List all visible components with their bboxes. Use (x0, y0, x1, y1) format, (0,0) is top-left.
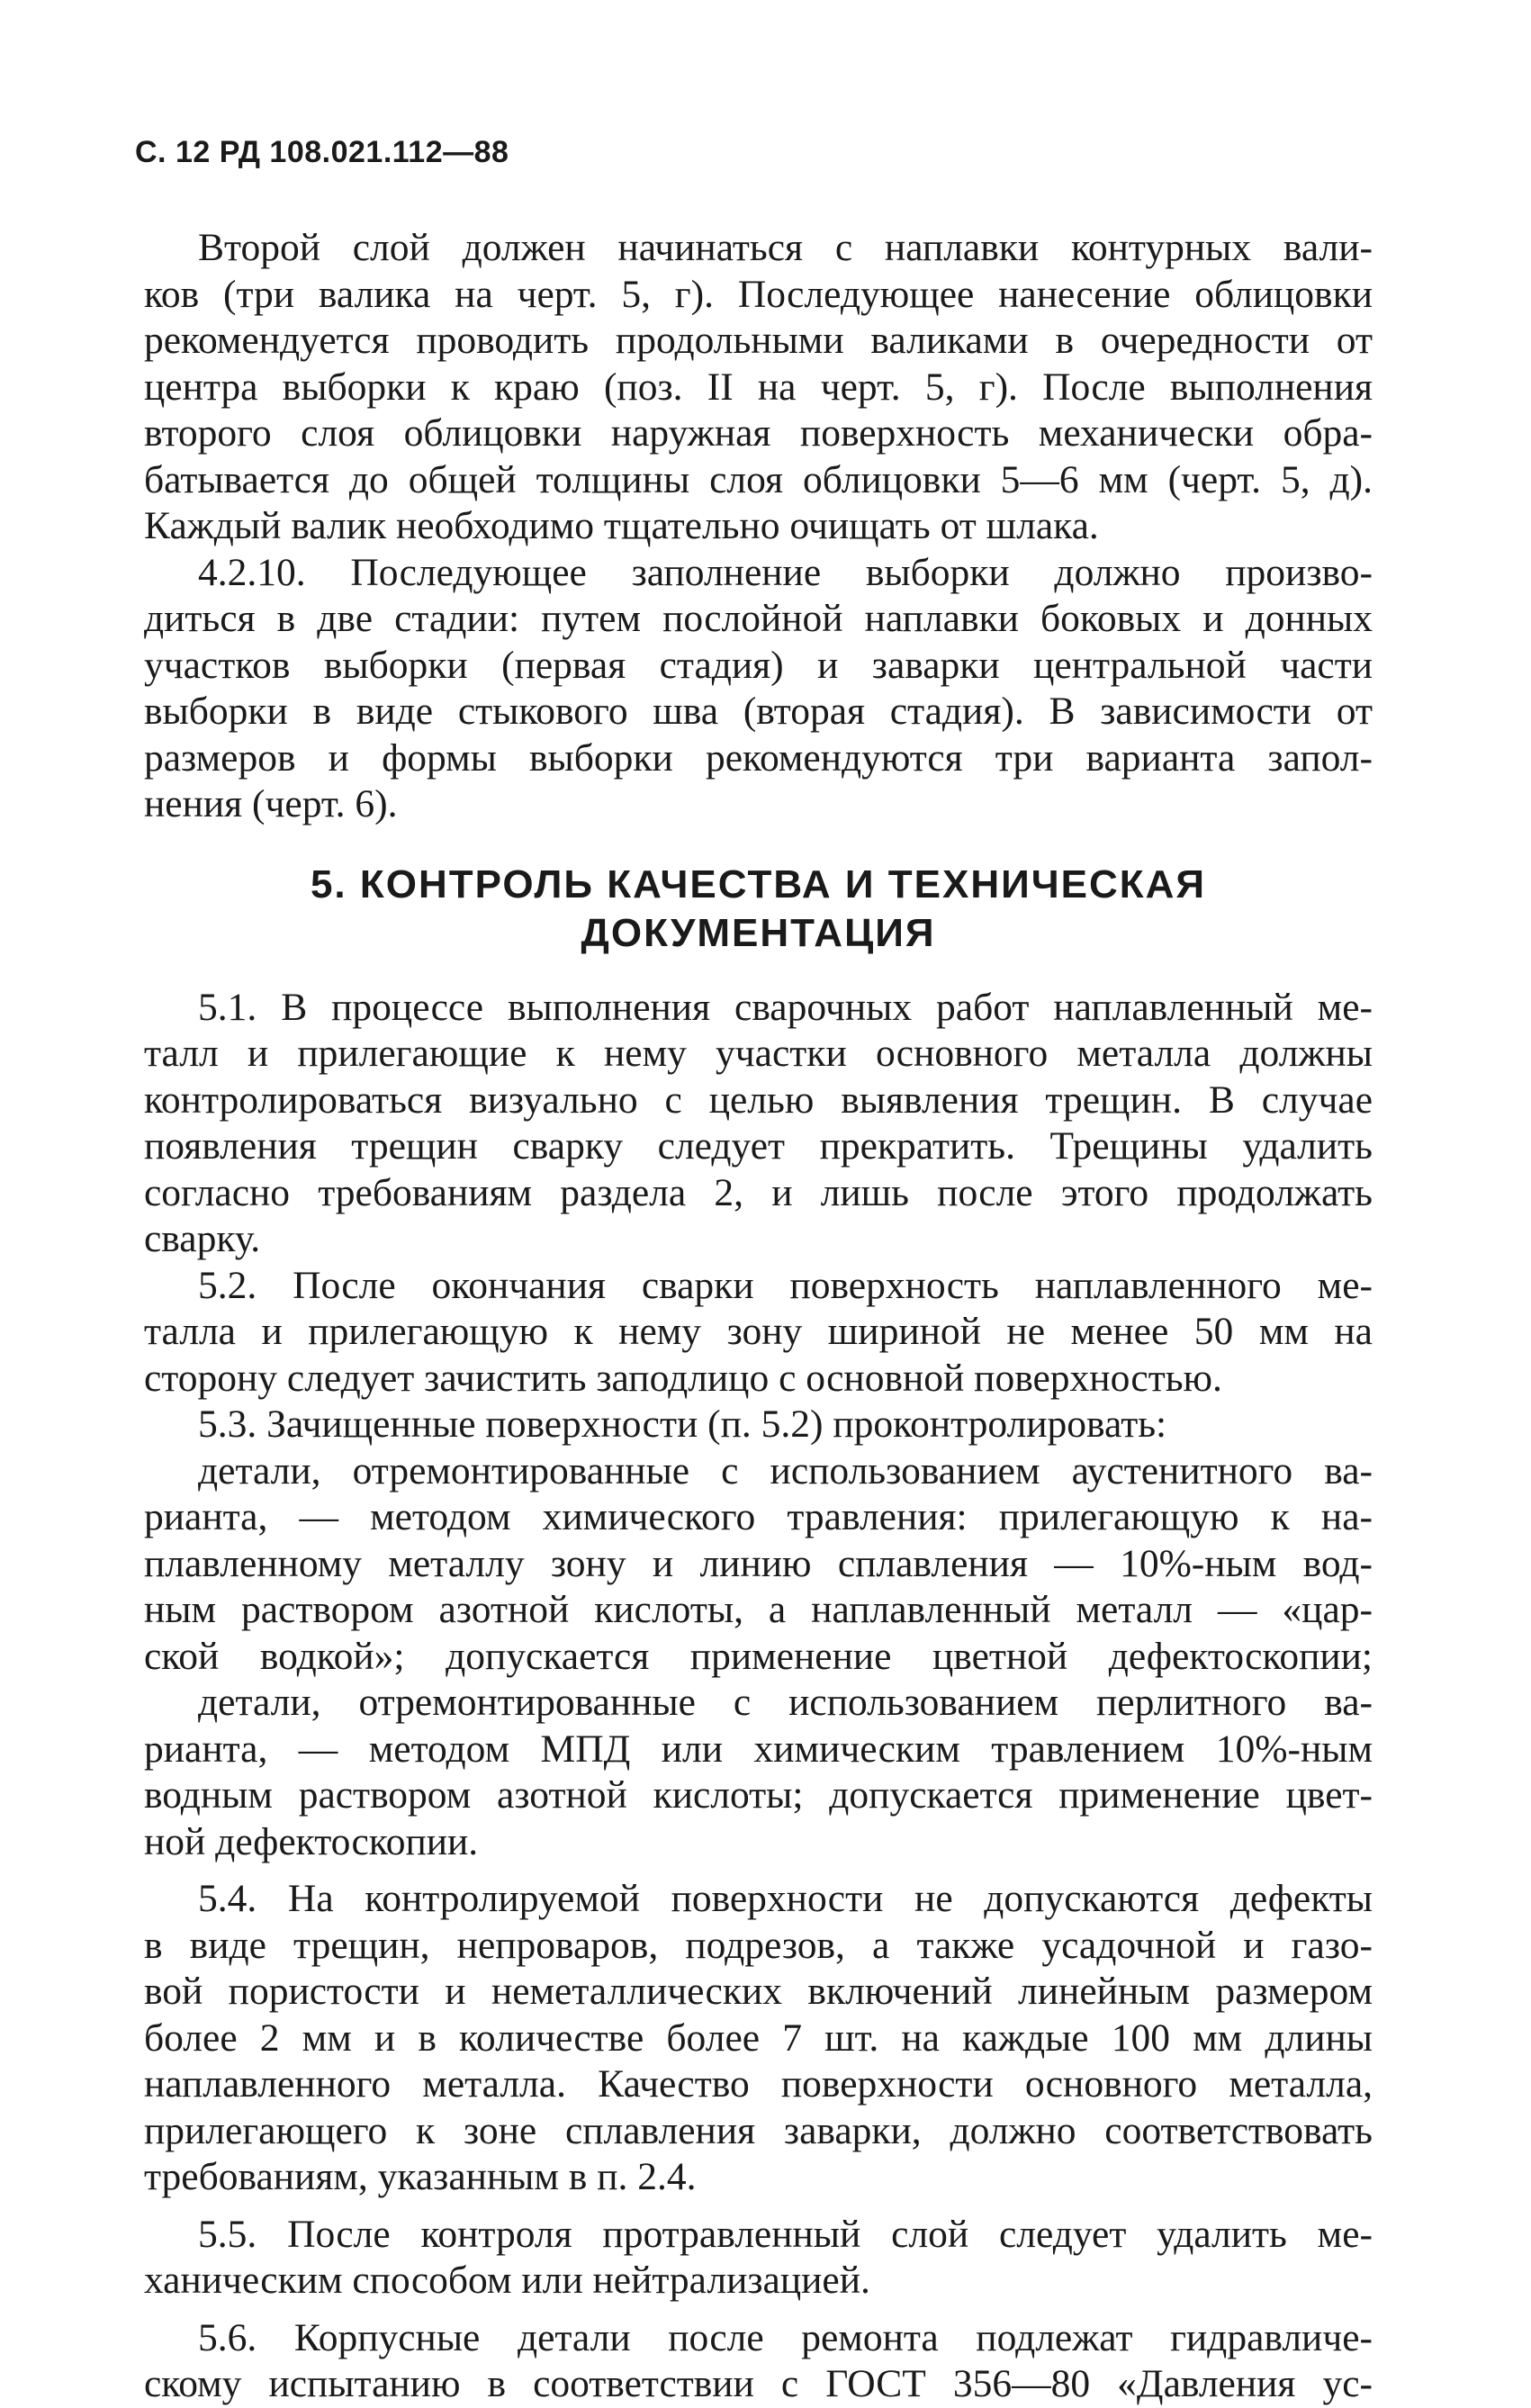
section-heading-line: 5. КОНТРОЛЬ КАЧЕСТВА И ТЕХНИЧЕСКАЯ (310, 861, 1207, 906)
body-text (144, 225, 1373, 2408)
section-heading (144, 861, 1373, 958)
paragraph-gap (144, 1865, 1373, 1876)
text-line: согласно требованиям раздела 2, и лишь после этого продолжать (144, 1170, 1373, 1214)
text-line: участков выборки (первая стадия) и заварки центральной части (144, 643, 1373, 687)
text-line: 5.2. После окончания сварки поверхность наплавленного ме- (198, 1263, 1373, 1307)
text-line: диться в две стадии: путем послойной наплавки боковых и донных (144, 597, 1373, 640)
text-line: плавленному металлу зону и линию сплавления — 10%-ным вод- (144, 1541, 1373, 1585)
text-line: ской водкой»; допускается применение цветной дефектоскопии; (144, 1634, 1373, 1678)
text-line: появления трещин сварку следует прекратить. Трещины удалить (144, 1124, 1373, 1168)
text-line: ханическим способом или нейтрализацией. (144, 2259, 870, 2302)
text-line: второго слоя облицовки наружная поверхность механически обра- (144, 411, 1373, 455)
text-line: водным раствором азотной кислоты; допускается применение цвет- (144, 1773, 1373, 1817)
text-line: более 2 мм и в количестве более 7 шт. на каждые 100 мм длины (144, 2016, 1373, 2060)
text-line: 5.5. После контроля протравленный слой следует удалить ме- (198, 2212, 1373, 2256)
text-line: центра выборки к краю (поз. II на черт. 5, г). После выполнения (144, 365, 1373, 409)
page-header: С. 12 РД 108.021.112—88 (135, 135, 509, 169)
paragraph-5-5 (144, 2212, 1373, 2304)
paragraph-5-3-pearlitic (144, 1680, 1373, 1865)
text-line: детали, отремонтированные с использованием аустенитного ва- (198, 1448, 1373, 1493)
text-line: размеров и формы выборки рекомендуются три варианта запол- (144, 735, 1373, 780)
paragraph-5-1 (144, 985, 1373, 1263)
paragraph-5-2 (144, 1263, 1373, 1402)
text-line: в виде трещин, непроваров, подрезов, а также усадочной и газо- (144, 1923, 1373, 1967)
text-line: Второй слой должен начинаться с наплавки контурных вали- (198, 226, 1373, 269)
text-line: рекомендуется проводить продольными валиками в очередности от (144, 319, 1373, 362)
text-line: контролироваться визуально с целью выявления трещин. В случае (144, 1078, 1373, 1122)
text-line: 4.2.10. Последующее заполнение выборки должно произво- (198, 550, 1373, 594)
text-line: прилегающего к зоне сплавления заварки, должно соответствовать (144, 2108, 1373, 2152)
paragraph-5-3 (144, 1402, 1373, 1448)
text-line: ным раствором азотной кислоты, а наплавленный металл — «цар- (144, 1588, 1373, 1631)
text-line: вой пористости и неметаллических включений линейным размером (144, 1970, 1373, 2013)
text-line: рианта, — методом МПД или химическим травлением 10%-ным (144, 1727, 1373, 1771)
text-line: сварку. (144, 1217, 261, 1260)
text-line: детали, отремонтированные с использованием перлитного ва- (198, 1681, 1373, 1724)
text-line: требованиям, указанным в п. 2.4. (144, 2155, 697, 2198)
section-heading-line: ДОКУМЕНТАЦИЯ (581, 910, 936, 955)
text-line: батывается до общей толщины слоя облицовки 5—6 мм (черт. 5, д). (144, 457, 1373, 501)
text-line: 5.4. На контролируемой поверхности не допускаются дефекты (198, 1877, 1373, 1920)
paragraph-5-6 (144, 2315, 1373, 2408)
paragraph-5-3-austenitic (144, 1448, 1373, 1681)
text-line: ков (три валика на черт. 5, г). Последующее нанесение облицовки (144, 272, 1373, 316)
text-line: 5.3. Зачищенные поверхности (п. 5.2) проконтролировать: (198, 1402, 1167, 1446)
paragraph-intro (144, 225, 1373, 550)
paragraph-5-4 (144, 1876, 1373, 2201)
text-line: сторону следует зачистить заподлицо с основной поверхностью. (144, 1356, 1222, 1400)
text-line: Каждый валик необходимо тщательно очищать от шлака. (144, 504, 1099, 547)
text-line: наплавленного металла. Качество поверхности основного металла, (144, 2062, 1373, 2106)
paragraph-gap (144, 2304, 1373, 2315)
paragraph-4-2-10 (144, 550, 1373, 828)
text-line: 5.6. Корпусные детали после ремонта подлежат гидравличе- (198, 2315, 1373, 2359)
text-line: 5.1. В процессе выполнения сварочных работ наплавленный ме- (198, 985, 1373, 1029)
text-line: талл и прилегающие к нему участки основного металла должны (144, 1032, 1373, 1075)
text-line: выборки в виде стыкового шва (вторая стадия). В зависимости от (144, 690, 1373, 733)
text-line: рианта, — методом химического травления: прилегающую к на- (144, 1495, 1373, 1538)
text-line: ной дефектоскопии. (144, 1819, 479, 1863)
paragraph-gap (144, 2201, 1373, 2212)
text-line: нения (черт. 6). (144, 782, 398, 825)
text-line: скому испытанию в соответствии с ГОСТ 356—80 «Давления ус- (144, 2362, 1373, 2405)
text-line: талла и прилегающую к нему зону шириной не менее 50 мм на (144, 1310, 1373, 1353)
